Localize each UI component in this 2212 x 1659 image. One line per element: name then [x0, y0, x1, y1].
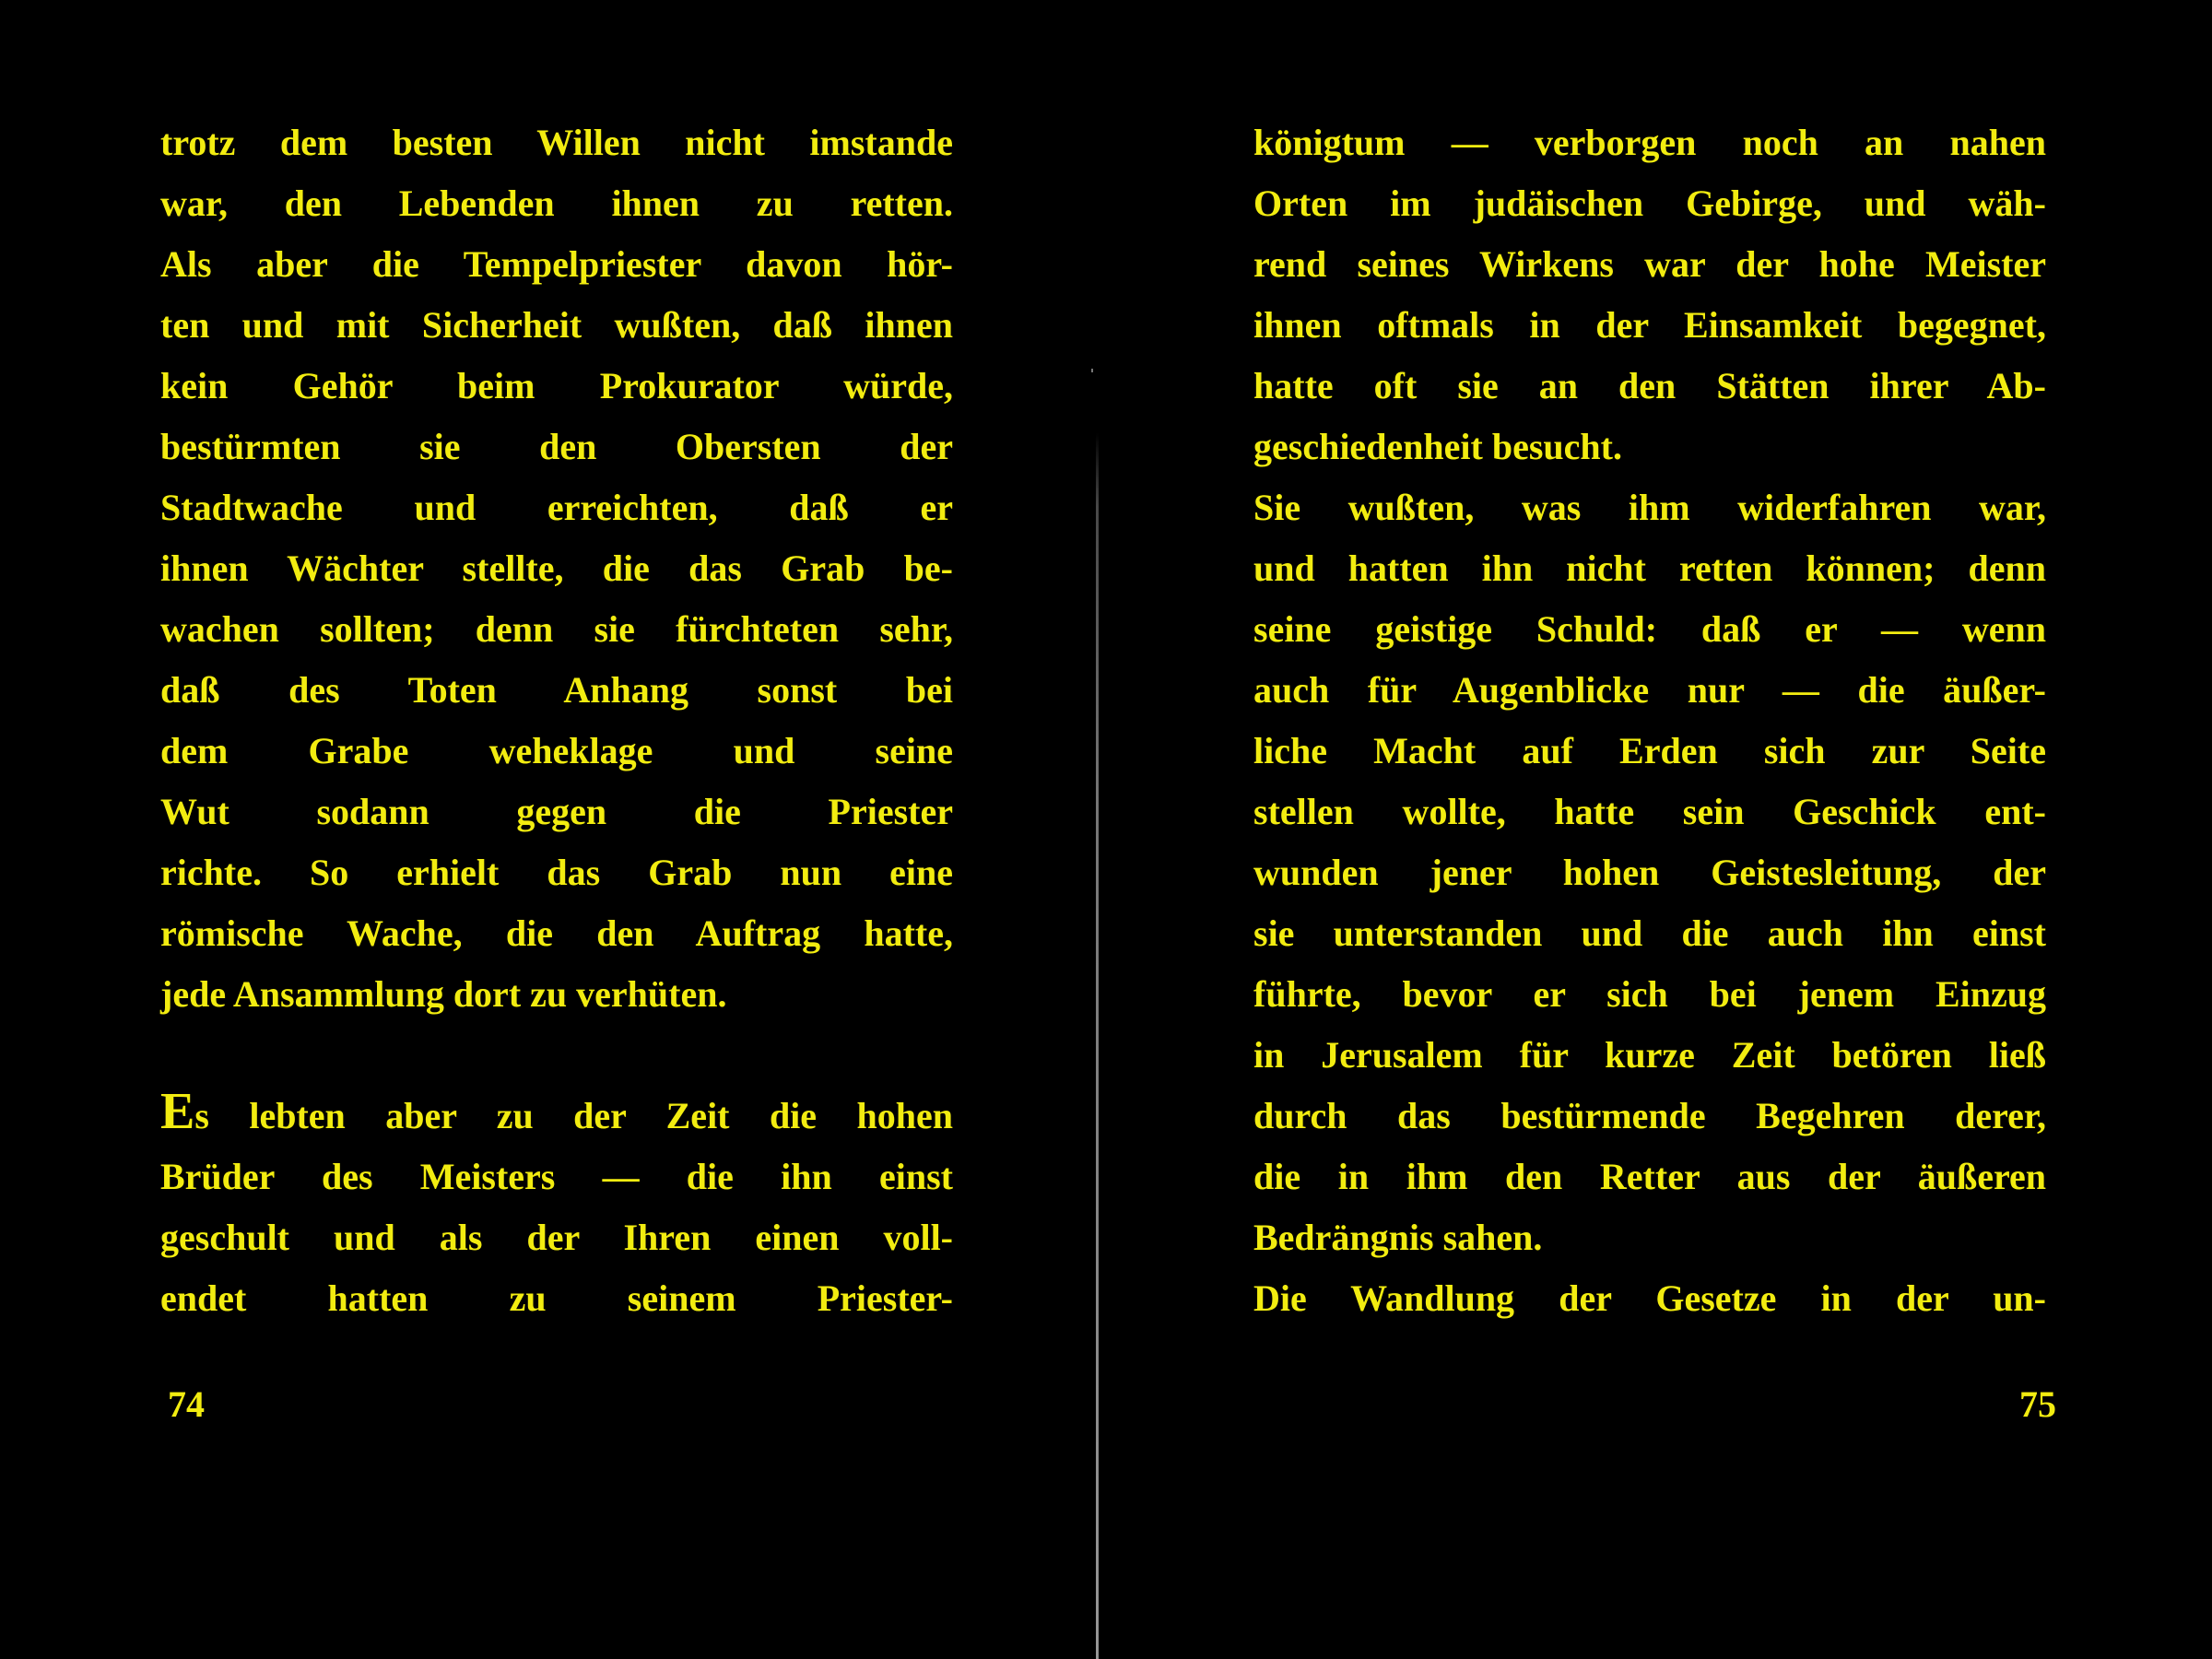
text-line: ihnen oftmals in der Einsamkeit begegnet, [1253, 304, 2046, 346]
text-line: wunden jener hohen Geistesleitung, der [1253, 852, 2046, 893]
text-line: ten und mit Sicherheit wußten, daß ihnen [160, 304, 953, 346]
initial-letter: E [160, 1083, 195, 1140]
text-line: wachen sollten; denn sie fürchteten sehr, [160, 608, 953, 650]
text-line: Orten im judäischen Gebirge, und wäh- [1253, 182, 2046, 224]
text-line: und hatten ihn nicht retten können; denn [1253, 547, 2046, 589]
page-number: 75 [2019, 1383, 2056, 1425]
text-line: königtum — verborgen noch an nahen [1253, 122, 2046, 163]
text-line: geschult und als der Ihren einen voll- [160, 1217, 953, 1258]
text-line: jede Ansammlung dort zu verhüten. [160, 973, 727, 1015]
text-line: seine geistige Schuld: daß er — wenn [1253, 608, 2046, 650]
text-line: endet hatten zu seinem Priester- [160, 1277, 953, 1319]
text-line: sie unterstanden und die auch ihn einst [1253, 912, 2046, 954]
text-line: kein Gehör beim Prokurator würde, [160, 365, 953, 406]
text-line: trotz dem besten Willen nicht imstande [160, 122, 953, 163]
text-line: liche Macht auf Erden sich zur Seite [1253, 730, 2046, 771]
text-line: hatte oft sie an den Stätten ihrer Ab- [1253, 365, 2046, 406]
text-line: durch das bestürmende Begehren derer, [1253, 1095, 2046, 1136]
text-line: Wut sodann gegen die Priester [160, 791, 953, 832]
right-page [1097, 0, 2212, 1659]
text-line: ihnen Wächter stellte, die das Grab be- [160, 547, 953, 589]
text-line: römische Wache, die den Auftrag hatte, [160, 912, 953, 954]
right-page-text [1253, 112, 2046, 1329]
text-line: stellen wollte, hatte sein Geschick ent- [1253, 791, 2046, 832]
paragraph-first-line [160, 1083, 953, 1147]
page-number: 74 [168, 1383, 205, 1425]
first-line-rest: s lebten aber zu der Zeit die hohen [194, 1095, 953, 1136]
text-line: dem Grabe weheklage und seine [160, 730, 953, 771]
text-line: Brüder des Meisters — die ihn einst [160, 1156, 953, 1197]
text-line: bestürmten sie den Obersten der [160, 426, 953, 467]
left-page [0, 0, 1097, 1659]
paragraph-gap [160, 1025, 953, 1086]
text-line: richte. So erhielt das Grab nun eine [160, 852, 953, 893]
gutter-mark [1091, 369, 1093, 372]
text-line: Bedrängnis sahen. [1253, 1217, 1543, 1258]
text-line: daß des Toten Anhang sonst bei [160, 669, 953, 711]
text-line: Sie wußten, was ihm widerfahren war, [1253, 487, 2046, 528]
text-line: Stadtwache und erreichten, daß er [160, 487, 953, 528]
text-line: Als aber die Tempelpriester davon hör- [160, 243, 953, 285]
text-line: führte, bevor er sich bei jenem Einzug [1253, 973, 2046, 1015]
text-line: geschiedenheit besucht. [1253, 426, 1622, 467]
text-line: rend seines Wirkens war der hohe Meister [1253, 243, 2046, 285]
text-line: auch für Augenblicke nur — die äußer- [1253, 669, 2046, 711]
text-line: die in ihm den Retter aus der äußeren [1253, 1156, 2046, 1197]
text-line: Die Wandlung der Gesetze in der un- [1253, 1277, 2046, 1319]
text-line: in Jerusalem für kurze Zeit betören ließ [1253, 1034, 2046, 1076]
text-line: war, den Lebenden ihnen zu retten. [160, 182, 953, 224]
left-page-text [160, 112, 953, 1329]
